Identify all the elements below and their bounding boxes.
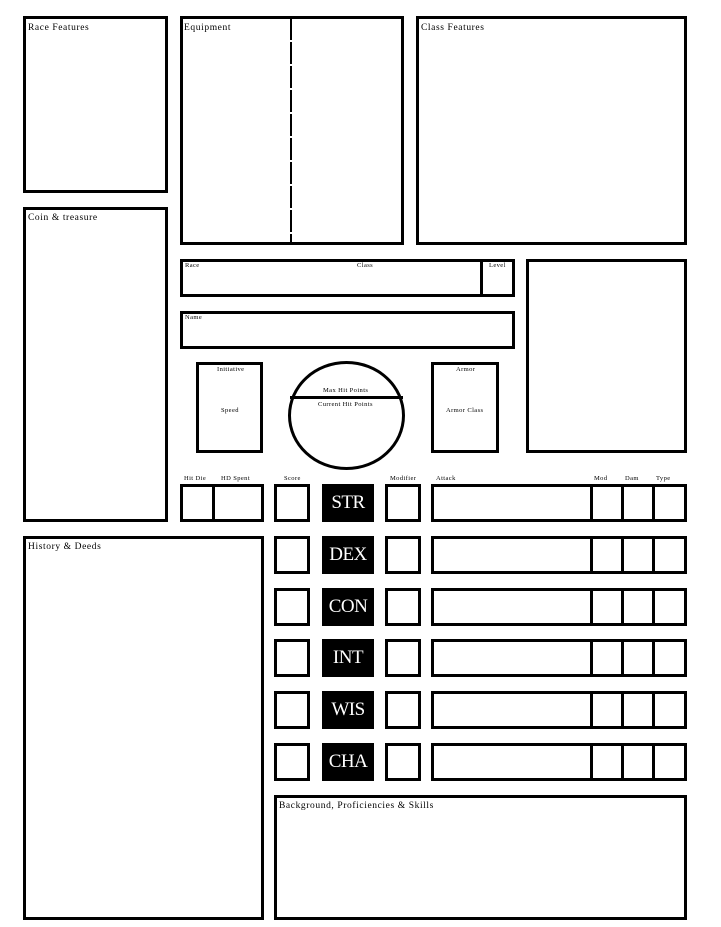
coin-treasure-box[interactable] (23, 207, 168, 522)
initiative-label: Initiative (217, 366, 245, 373)
speed-label: Speed (221, 407, 239, 414)
cha-attack-divider-2 (621, 743, 624, 781)
int-attack-divider-3 (652, 639, 655, 677)
int-attack-divider-1 (590, 639, 593, 677)
level-label: Level (489, 262, 506, 269)
race-features-label: Race Features (28, 23, 90, 33)
current-hp-label: Current Hit Points (318, 401, 373, 408)
wis-attack-divider-1 (590, 691, 593, 729)
dex-attack-divider-2 (621, 536, 624, 574)
dex-attack-divider-3 (652, 536, 655, 574)
hit-points-circle[interactable] (288, 361, 405, 470)
str-attack-field[interactable] (431, 484, 687, 522)
hit-die-label: Hit Die (184, 475, 207, 482)
equipment-box[interactable] (180, 16, 404, 245)
cha-attack-divider-1 (590, 743, 593, 781)
history-deeds-box[interactable] (23, 536, 264, 920)
con-attack-divider-1 (590, 588, 593, 626)
equipment-label: Equipment (184, 23, 232, 33)
hd-spent-label: HD Spent (221, 475, 251, 482)
wis-score-field[interactable] (274, 691, 310, 729)
cha-attack-divider-3 (652, 743, 655, 781)
wis-ability-label: WIS (322, 691, 374, 729)
modifier-label: Modifier (390, 475, 417, 482)
con-score-field[interactable] (274, 588, 310, 626)
int-score-field[interactable] (274, 639, 310, 677)
int-ability-label: INT (322, 639, 374, 677)
background-label: Background, Proficiencies & Skills (279, 801, 434, 811)
dex-score-field[interactable] (274, 536, 310, 574)
str-ability-label: STR (322, 484, 374, 522)
dex-ability-label: DEX (322, 536, 374, 574)
int-attack-divider-2 (621, 639, 624, 677)
str-modifier-field[interactable] (385, 484, 421, 522)
cha-ability-label: CHA (322, 743, 374, 781)
int-modifier-field[interactable] (385, 639, 421, 677)
class-features-box[interactable] (416, 16, 687, 245)
race-class-box[interactable] (180, 259, 515, 297)
max-hp-label: Max Hit Points (323, 387, 369, 394)
dex-modifier-field[interactable] (385, 536, 421, 574)
coin-treasure-label: Coin & treasure (28, 213, 98, 223)
dam-label: Dam (625, 475, 639, 482)
con-attack-divider-3 (652, 588, 655, 626)
wis-attack-field[interactable] (431, 691, 687, 729)
cha-attack-field[interactable] (431, 743, 687, 781)
hit-points-divider (290, 396, 403, 399)
name-label: Name (185, 314, 203, 321)
equipment-divider (290, 18, 292, 243)
background-box[interactable] (274, 795, 687, 920)
armor-class-label: Armor Class (446, 407, 484, 414)
score-label: Score (284, 475, 301, 482)
con-modifier-field[interactable] (385, 588, 421, 626)
cha-score-field[interactable] (274, 743, 310, 781)
hit-dice-divider (212, 484, 215, 522)
type-label: Type (656, 475, 671, 482)
armor-label: Armor (456, 366, 476, 373)
race-label: Race (185, 262, 200, 269)
wis-modifier-field[interactable] (385, 691, 421, 729)
str-attack-divider-1 (590, 484, 593, 522)
cha-modifier-field[interactable] (385, 743, 421, 781)
dex-attack-field[interactable] (431, 536, 687, 574)
dex-attack-divider-1 (590, 536, 593, 574)
attack-label: Attack (436, 475, 456, 482)
str-score-field[interactable] (274, 484, 310, 522)
race-features-box[interactable] (23, 16, 168, 193)
str-attack-divider-2 (621, 484, 624, 522)
history-deeds-label: History & Deeds (28, 542, 102, 552)
con-attack-field[interactable] (431, 588, 687, 626)
mod-label: Mod (594, 475, 608, 482)
int-attack-field[interactable] (431, 639, 687, 677)
name-box[interactable] (180, 311, 515, 349)
wis-attack-divider-3 (652, 691, 655, 729)
portrait-box[interactable] (526, 259, 687, 453)
class-features-label: Class Features (421, 23, 485, 33)
con-attack-divider-2 (621, 588, 624, 626)
con-ability-label: CON (322, 588, 374, 626)
level-divider (480, 259, 483, 297)
hit-dice-box[interactable] (180, 484, 264, 522)
class-label: Class (357, 262, 374, 269)
str-attack-divider-3 (652, 484, 655, 522)
wis-attack-divider-2 (621, 691, 624, 729)
